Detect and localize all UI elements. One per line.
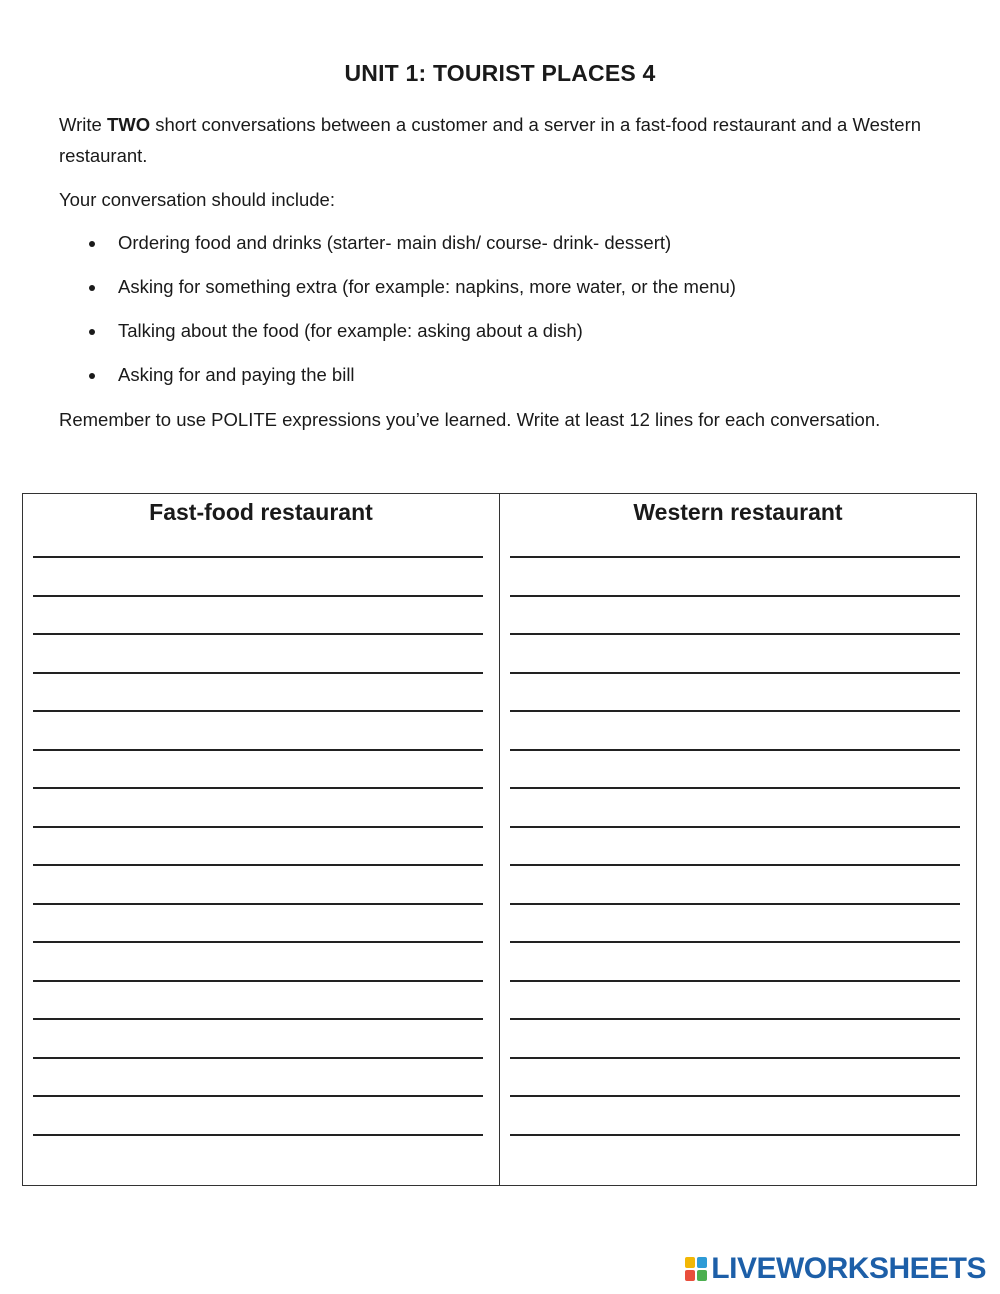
writing-line[interactable] bbox=[510, 903, 960, 942]
bullet-icon bbox=[89, 329, 95, 335]
worksheet-title: UNIT 1: TOURIST PLACES 4 bbox=[344, 60, 656, 86]
include-label: Your conversation should include: bbox=[59, 189, 335, 210]
intro-text-start: Write bbox=[59, 114, 107, 135]
writing-line[interactable] bbox=[33, 710, 483, 749]
writing-line[interactable] bbox=[510, 595, 960, 634]
writing-line[interactable] bbox=[33, 864, 483, 903]
writing-line[interactable] bbox=[510, 556, 960, 595]
list-item-text: Asking for and paying the bill bbox=[118, 364, 355, 385]
writing-line[interactable] bbox=[33, 749, 483, 788]
writing-line[interactable] bbox=[33, 633, 483, 672]
writing-line[interactable] bbox=[510, 980, 960, 1019]
logo-square bbox=[685, 1270, 695, 1281]
western-heading: Western restaurant bbox=[633, 499, 843, 525]
intro-bold-word: TWO bbox=[106, 114, 151, 135]
writing-line[interactable] bbox=[510, 864, 960, 903]
liveworksheets-logo bbox=[685, 1252, 986, 1286]
writing-line[interactable] bbox=[33, 595, 483, 634]
requirements-list bbox=[59, 228, 939, 404]
writing-line[interactable] bbox=[33, 941, 483, 980]
conversation-table bbox=[22, 493, 977, 1186]
remember-note: Remember to use POLITE expressions you’ve learned. Write at least 12 lines for each conversation. bbox=[59, 409, 881, 430]
writing-line[interactable] bbox=[510, 1057, 960, 1096]
writing-line[interactable] bbox=[33, 980, 483, 1019]
instructions-intro bbox=[59, 109, 939, 171]
writing-line[interactable] bbox=[510, 633, 960, 672]
logo-square bbox=[697, 1257, 707, 1268]
bullet-icon bbox=[89, 241, 95, 247]
writing-line[interactable] bbox=[33, 1018, 483, 1057]
writing-line[interactable] bbox=[510, 1134, 960, 1173]
writing-line[interactable] bbox=[510, 1018, 960, 1057]
logo-square bbox=[685, 1257, 695, 1268]
writing-line[interactable] bbox=[33, 826, 483, 865]
writing-line[interactable] bbox=[510, 941, 960, 980]
writing-line[interactable] bbox=[510, 1095, 960, 1134]
list-item-text: Ordering food and drinks (starter- main dish/ course- drink- dessert) bbox=[118, 232, 672, 253]
logo-square bbox=[697, 1270, 707, 1281]
list-item-text: Talking about the food (for example: asking about a dish) bbox=[118, 320, 583, 341]
writing-line[interactable] bbox=[33, 672, 483, 711]
writing-line[interactable] bbox=[33, 1057, 483, 1096]
writing-line[interactable] bbox=[510, 749, 960, 788]
writing-line[interactable] bbox=[33, 1095, 483, 1134]
bullet-icon bbox=[89, 373, 95, 379]
writing-line[interactable] bbox=[510, 787, 960, 826]
list-item-text: Asking for something extra (for example: napkins, more water, or the menu) bbox=[118, 276, 736, 297]
writing-line[interactable] bbox=[510, 710, 960, 749]
western-column bbox=[499, 494, 976, 1185]
western-writing-lines[interactable] bbox=[510, 556, 960, 1172]
list-item bbox=[59, 228, 939, 272]
bullet-icon bbox=[89, 285, 95, 291]
writing-line[interactable] bbox=[510, 672, 960, 711]
writing-line[interactable] bbox=[510, 826, 960, 865]
logo-mark-icon bbox=[685, 1257, 707, 1281]
logo-text: LIVEWORKSHEETS bbox=[711, 1252, 986, 1285]
writing-line[interactable] bbox=[33, 787, 483, 826]
writing-line[interactable] bbox=[33, 1134, 483, 1173]
fast-food-heading: Fast-food restaurant bbox=[149, 499, 373, 525]
writing-line[interactable] bbox=[33, 903, 483, 942]
list-item bbox=[59, 360, 939, 404]
fast-food-column bbox=[23, 494, 499, 1185]
list-item bbox=[59, 272, 939, 316]
list-item bbox=[59, 316, 939, 360]
fast-food-writing-lines[interactable] bbox=[33, 556, 483, 1172]
writing-line[interactable] bbox=[33, 556, 483, 595]
intro-text-end: short conversations between a customer and a server in a fast-food restaurant and a Western restaurant. bbox=[59, 114, 922, 166]
